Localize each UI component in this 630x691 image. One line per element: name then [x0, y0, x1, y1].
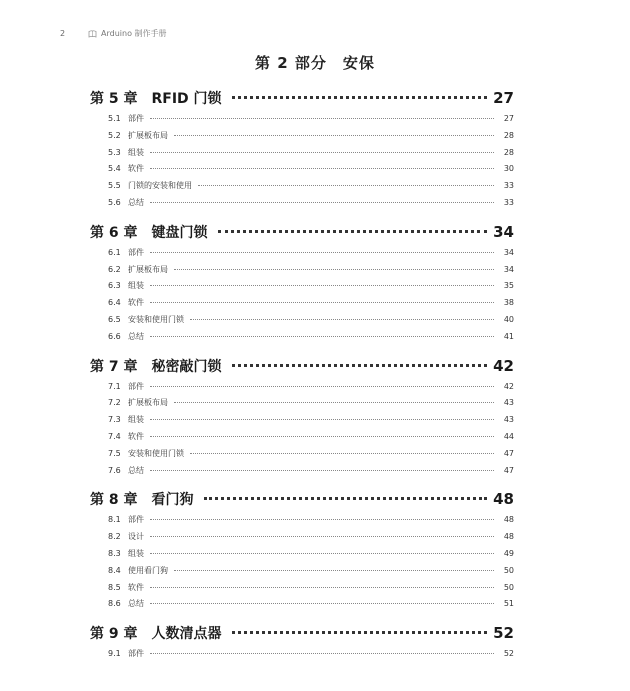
- chapter-block: [90, 623, 514, 665]
- dot-leader: [150, 587, 494, 588]
- section-entry[interactable]: [90, 147, 514, 164]
- chapter-page: 27: [493, 89, 514, 107]
- section-number: 5.2: [108, 130, 121, 140]
- section-entry[interactable]: [90, 531, 514, 548]
- section-number: 6.5: [108, 314, 121, 324]
- section-title: 安装和使用门锁: [128, 314, 184, 324]
- dot-leader: [204, 497, 488, 500]
- section-page: 49: [503, 548, 514, 558]
- chapter-page: 48: [493, 490, 514, 509]
- dot-leader: [218, 230, 488, 233]
- section-page: 50: [503, 565, 514, 575]
- chapter-number: 第 5 章: [90, 91, 138, 107]
- section-page: 48: [503, 515, 514, 525]
- section-number: 5.3: [108, 147, 121, 157]
- section-page: 48: [503, 532, 514, 542]
- chapter-title: 人数清点器: [151, 626, 222, 643]
- section-number: 8.6: [108, 599, 121, 609]
- dot-leader: [150, 302, 494, 303]
- section-page: 34: [503, 264, 514, 274]
- section-page: 35: [503, 281, 514, 291]
- section-entry[interactable]: [90, 598, 514, 615]
- chapter-number: 第 8 章: [90, 492, 138, 509]
- chapter-block: [90, 489, 514, 615]
- dot-leader: [150, 285, 494, 286]
- dot-leader: [150, 336, 494, 337]
- section-title: 部件: [128, 247, 144, 257]
- section-number: 8.3: [108, 548, 121, 558]
- section-number: 5.5: [108, 181, 121, 191]
- page-number: 2: [60, 28, 66, 38]
- table-of-contents: [90, 88, 514, 673]
- section-number: 6.3: [108, 281, 121, 291]
- section-page: 33: [503, 181, 514, 191]
- section-page: 33: [503, 197, 514, 207]
- section-title: 总结: [128, 331, 144, 341]
- section-title: 部件: [128, 114, 144, 123]
- chapter-page: 34: [493, 222, 514, 241]
- chapter-number: 第 6 章: [90, 224, 138, 241]
- section-number: 5.6: [108, 197, 121, 207]
- section-page: 51: [503, 599, 514, 609]
- chapter-title: 看门狗: [151, 492, 194, 509]
- section-page: 52: [503, 649, 514, 659]
- section-page: 47: [503, 465, 514, 475]
- section-entry[interactable]: [90, 197, 514, 214]
- section-page: 28: [503, 130, 514, 140]
- section-title: 软件: [128, 164, 144, 174]
- chapter-block: [90, 88, 514, 214]
- chapter-heading[interactable]: [90, 356, 514, 381]
- section-title: 安装和使用门锁: [128, 448, 184, 458]
- section-number: 5.1: [108, 114, 121, 123]
- chapter-page: 42: [493, 356, 514, 375]
- dot-leader: [190, 319, 494, 320]
- dot-leader: [190, 453, 494, 454]
- chapter-page: 52: [493, 624, 514, 643]
- section-title: 部件: [128, 515, 144, 525]
- dot-leader: [174, 402, 494, 403]
- section-page: 27: [503, 114, 514, 123]
- section-number: 7.3: [108, 415, 121, 425]
- dot-leader: [150, 519, 494, 520]
- section-title: 扩展板布局: [128, 130, 168, 140]
- section-number: 7.1: [108, 381, 121, 391]
- section-entry[interactable]: [90, 180, 514, 197]
- section-number: 5.4: [108, 164, 121, 174]
- dot-leader: [150, 152, 494, 153]
- section-page: 47: [503, 448, 514, 458]
- section-title: 门锁的安装和使用: [128, 181, 192, 191]
- section-title: 部件: [128, 381, 144, 391]
- chapter-heading[interactable]: [90, 623, 514, 648]
- section-entry[interactable]: [90, 113, 514, 130]
- section-entry[interactable]: [90, 414, 514, 431]
- section-number: 7.4: [108, 431, 121, 441]
- section-entry[interactable]: [90, 431, 514, 448]
- section-entry[interactable]: [90, 280, 514, 297]
- dot-leader: [150, 202, 494, 203]
- book-icon: [88, 29, 97, 38]
- section-title: 设计: [128, 532, 144, 542]
- dot-leader: [150, 470, 494, 471]
- section-title: 组装: [128, 147, 144, 157]
- section-title: 组装: [128, 548, 144, 558]
- section-number: 7.2: [108, 398, 121, 408]
- dot-leader: [174, 269, 494, 270]
- section-title: 软件: [128, 298, 144, 308]
- section-entry[interactable]: [90, 397, 514, 414]
- section-entry[interactable]: [90, 465, 514, 482]
- section-number: 8.4: [108, 565, 121, 575]
- section-entry[interactable]: [90, 381, 514, 398]
- page-header: [60, 26, 610, 40]
- dot-leader: [150, 553, 494, 554]
- section-number: 7.5: [108, 448, 121, 458]
- dot-leader: [198, 185, 494, 186]
- dot-leader: [150, 653, 494, 654]
- section-page: 42: [503, 381, 514, 391]
- section-title: 总结: [128, 197, 144, 207]
- chapter-block: [90, 356, 514, 482]
- section-number: 6.1: [108, 247, 121, 257]
- section-title: 使用看门狗: [128, 565, 168, 575]
- section-title: 扩展板布局: [128, 264, 168, 274]
- dot-leader: [150, 436, 494, 437]
- section-number: 6.4: [108, 298, 121, 308]
- dot-leader: [150, 168, 494, 169]
- part-title: 第 2 部分 安保: [255, 54, 375, 72]
- section-entry[interactable]: [90, 514, 514, 531]
- chapter-title: 秘密敲门锁: [151, 358, 222, 375]
- section-page: 28: [503, 147, 514, 157]
- dot-leader: [150, 386, 494, 387]
- dot-leader: [174, 570, 494, 571]
- section-entry[interactable]: [90, 648, 514, 665]
- chapter-heading[interactable]: [90, 88, 514, 113]
- chapter-heading[interactable]: [90, 489, 514, 514]
- section-page: 38: [503, 298, 514, 308]
- section-page: 50: [503, 582, 514, 592]
- section-entry[interactable]: [90, 582, 514, 599]
- dot-leader: [232, 96, 488, 99]
- section-entry[interactable]: [90, 297, 514, 314]
- section-entry[interactable]: [90, 163, 514, 180]
- section-page: 41: [503, 331, 514, 341]
- dot-leader: [232, 364, 488, 367]
- dot-leader: [150, 536, 494, 537]
- section-page: 43: [503, 415, 514, 425]
- chapter-block: [90, 222, 514, 348]
- dot-leader: [174, 135, 494, 136]
- section-entry[interactable]: [90, 448, 514, 465]
- section-entry[interactable]: [90, 331, 514, 348]
- section-page: 40: [503, 314, 514, 324]
- chapter-title: RFID 门锁: [151, 91, 222, 107]
- chapter-title: 键盘门锁: [151, 224, 208, 241]
- book-title: Arduino 制作手册: [101, 28, 167, 38]
- section-entry[interactable]: [90, 565, 514, 582]
- section-title: 组装: [128, 281, 144, 291]
- dot-leader: [150, 603, 494, 604]
- section-entry[interactable]: [90, 130, 514, 147]
- section-title: 扩展板布局: [128, 398, 168, 408]
- dot-leader: [150, 118, 494, 119]
- section-entry[interactable]: [90, 264, 514, 281]
- section-number: 8.1: [108, 515, 121, 525]
- section-title: 组装: [128, 415, 144, 425]
- section-title: 软件: [128, 582, 144, 592]
- section-title: 部件: [128, 649, 144, 659]
- dot-leader: [150, 419, 494, 420]
- section-page: 34: [503, 247, 514, 257]
- dot-leader: [150, 252, 494, 253]
- section-number: 9.1: [108, 649, 121, 659]
- section-number: 7.6: [108, 465, 121, 475]
- section-entry[interactable]: [90, 314, 514, 331]
- section-number: 6.2: [108, 264, 121, 274]
- section-number: 8.5: [108, 582, 121, 592]
- chapter-heading[interactable]: [90, 222, 514, 247]
- dot-leader: [232, 631, 488, 634]
- chapter-number: 第 9 章: [90, 626, 138, 643]
- section-page: 43: [503, 398, 514, 408]
- section-title: 总结: [128, 465, 144, 475]
- chapter-number: 第 7 章: [90, 358, 138, 375]
- section-entry[interactable]: [90, 247, 514, 264]
- section-entry[interactable]: [90, 548, 514, 565]
- section-number: 6.6: [108, 331, 121, 341]
- section-page: 44: [503, 431, 514, 441]
- section-title: 软件: [128, 431, 144, 441]
- section-number: 8.2: [108, 532, 121, 542]
- section-title: 总结: [128, 599, 144, 609]
- section-page: 30: [503, 164, 514, 174]
